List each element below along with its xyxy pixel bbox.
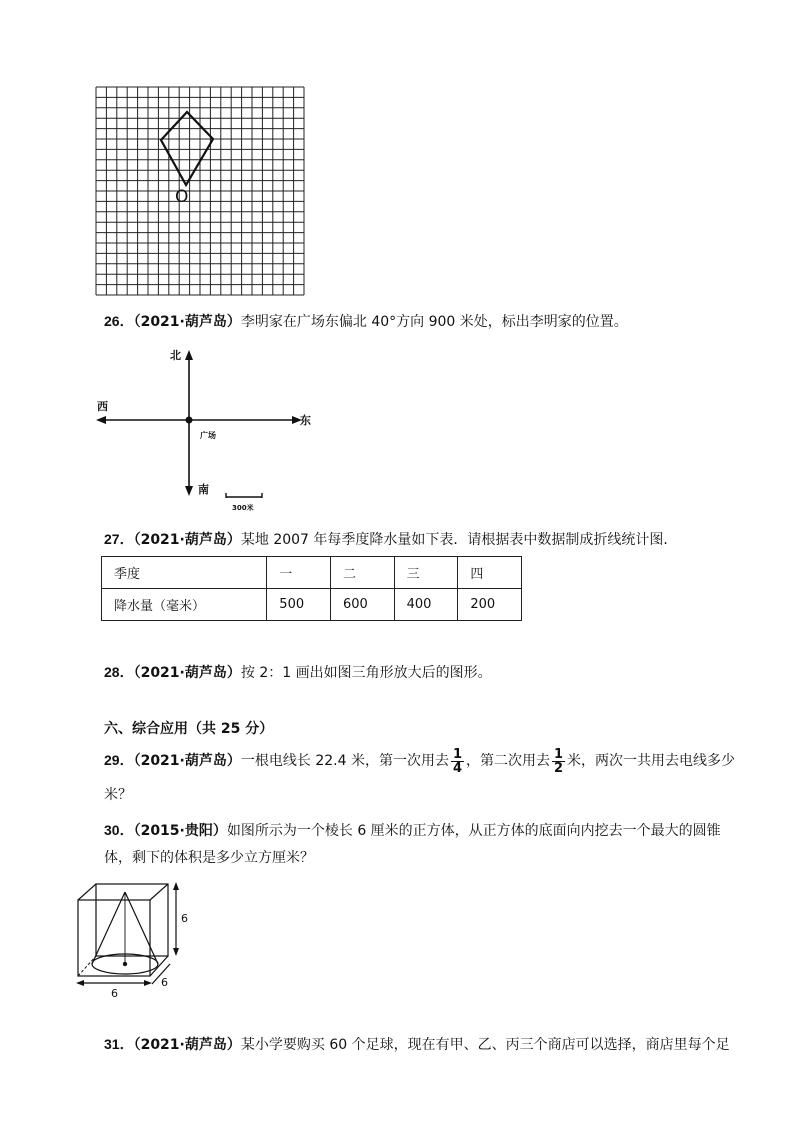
- question-30: [104, 820, 721, 841]
- question-29: [104, 745, 735, 776]
- question-29-line2: 米？: [104, 787, 132, 803]
- depth-label: 6: [161, 976, 168, 989]
- question-text: ，第二次用去: [466, 753, 550, 769]
- section-title: 六、综合应用（共 25 分）: [104, 721, 274, 737]
- question-text: 如图所示为一个棱长 6 厘米的正方体，从正方体的底面向内挖去一个最大的圆锥: [226, 823, 721, 839]
- question-26: [104, 311, 628, 332]
- table-cell: 600: [330, 589, 394, 621]
- question-source: （2021·葫芦岛）: [133, 1037, 241, 1053]
- question-source: （2021·葫芦岛）: [133, 314, 241, 330]
- table-cell: 一: [267, 557, 331, 589]
- north-label: 北: [170, 349, 181, 362]
- question-source: （2021·葫芦岛）: [133, 665, 241, 681]
- south-label: 南: [198, 483, 209, 496]
- table-cell: 四: [458, 557, 522, 589]
- question-number: 27．: [104, 531, 134, 547]
- plaza-point: [186, 417, 193, 424]
- question-27: [104, 529, 677, 550]
- fraction-one-half: [552, 748, 565, 775]
- fraction-numerator: 1: [452, 746, 462, 762]
- question-number: 29．: [104, 752, 134, 768]
- question-source: （2021·葫芦岛）: [133, 753, 241, 769]
- scale-label: 300米: [232, 504, 254, 512]
- question-source: （2015·贵阳）: [133, 823, 227, 839]
- grid-figure: [95, 86, 305, 296]
- question-text: 按 2：1 画出如图三角形放大后的图形。: [240, 665, 492, 681]
- table-cell: 二: [330, 557, 394, 589]
- compass-diagram: [90, 340, 330, 520]
- cube-cone-figure: [70, 876, 200, 1000]
- question-30-line2: 体，剩下的体积是多少立方厘米？: [104, 850, 314, 866]
- fraction-denominator: 2: [554, 760, 564, 776]
- table-cell: 400: [394, 589, 458, 621]
- table-row: [102, 557, 522, 589]
- table-row: [102, 589, 522, 621]
- table-cell: 降水量（毫米）: [102, 589, 267, 621]
- table-cell: 季度: [102, 557, 267, 589]
- question-text: 米，两次一共用去电线多少: [567, 753, 736, 769]
- fraction-one-quarter: [451, 748, 464, 775]
- table-cell: 500: [267, 589, 331, 621]
- table-cell: 三: [394, 557, 458, 589]
- fraction-numerator: 1: [554, 746, 564, 762]
- question-source: （2021·葫芦岛）: [133, 532, 241, 548]
- question-31: [104, 1034, 730, 1055]
- question-number: 31．: [104, 1036, 134, 1052]
- rainfall-table: [101, 556, 522, 621]
- fraction-denominator: 4: [452, 760, 462, 776]
- question-text: 某地 2007 年每季度降水量如下表．请根据表中数据制成折线统计图．: [240, 532, 678, 548]
- question-text: 李明家在广场东偏北 40°方向 900 米处，标出李明家的位置。: [240, 314, 628, 330]
- question-text: 一根电线长 22.4 米，第一次用去: [240, 753, 449, 769]
- question-text: 某小学要购买 60 个足球，现在有甲、乙、丙三个商店可以选择，商店里每个足: [240, 1037, 730, 1053]
- question-number: 26．: [104, 313, 134, 329]
- point-o-label: O: [175, 187, 189, 207]
- height-label: 6: [181, 912, 188, 925]
- width-label: 6: [111, 987, 118, 1000]
- question-number: 28．: [104, 664, 134, 680]
- question-number: 30．: [104, 822, 134, 838]
- west-label: 西: [97, 400, 108, 413]
- question-28: [104, 662, 492, 683]
- table-cell: 200: [458, 589, 522, 621]
- east-label: 东: [300, 414, 311, 427]
- plaza-label: 广场: [200, 431, 216, 440]
